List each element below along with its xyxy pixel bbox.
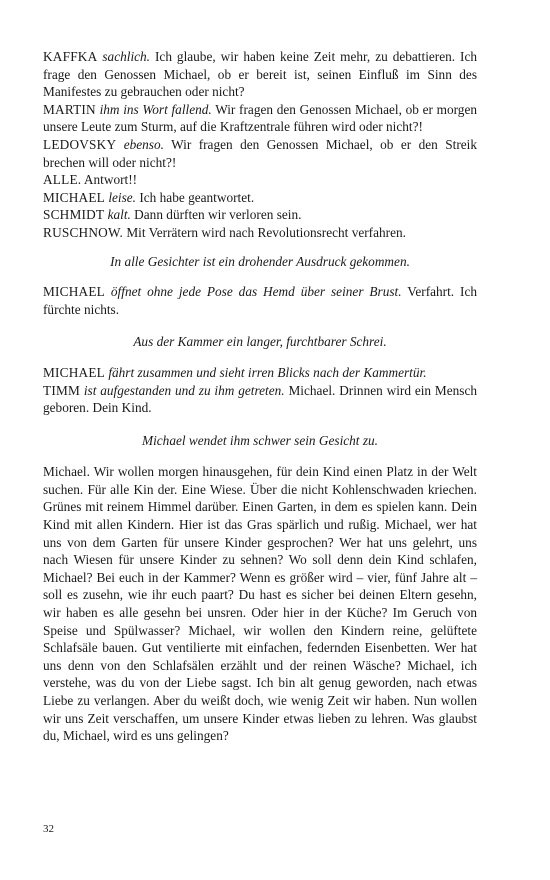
speech-michael-leise [43,189,477,207]
stage-direction-block: Michael wendet ihm schwer sein Gesicht zu. [142,432,378,448]
speech-text: Ich glaube, wir haben keine Zeit mehr, zu debattieren. Ich frage den Genossen Michael, ob er bereit ist, seinen Einfluß im Sinn des Manifestes zu gebrauchen oder nicht? [43,49,478,100]
speech-text: Antwort!! [83,172,138,188]
stage-direction: kalt. [107,207,131,223]
speech-michael-kammertuer [43,364,477,382]
speaker-name: RUSCHNOW. [43,224,123,240]
speech-schmidt [43,206,477,224]
stage-direction: öffnet ohne jede Pose das Hemd über seiner Brust. [110,284,402,300]
speech-ruschnow [43,224,477,242]
speech-text: Mit Verrätern wird nach Revolutionsrecht verfahren. [126,224,406,240]
speech-kaffka [43,48,477,101]
speaker-name: MICHAEL [43,189,105,205]
speech-text: Michael. Drinnen wird ein Mensch geboren. Dein Kind. [43,382,478,416]
stage-direction: ebenso. [123,136,164,152]
stage-direction: fährt zusammen und sieht irren Blicks nach der Kammertür. [108,364,427,380]
speaker-name: ALLE. [43,172,82,188]
speaker-name: LEDOVSKY [43,136,117,152]
stage-direction: ihm ins Wort fallend. [99,101,212,117]
speech-text: Michael. Wir wollen morgen hinausgehen, für dein Kind einen Platz in der Welt suchen. Für alle Kin der. Eine Wiese. Über die nicht Kohlenschwaden kriechen. Grünes mit reinem Himmel darüber. Einen Garten, in dem es spielen kann. Dein Kind mit allen Kindern. Hier ist das Gras spärlich und rußig. Michael, wer hat uns von dem Garten für unsere Kinder gesprochen? Wer hat uns gelehrt, uns nach Wiesen für unsere Kinder zu sehnen? Wo soll denn dein Kind schlafen, Michael? Bei euch in der Kammer? Wenn es größer wird – vier, fünf Jahre alt – soll es zusehn, wie ihr euch paart? Du hast es sicher bei deinen Eltern gesehn, wir haben es alle gesehn bei unsren. Oder hier in der Küche? Im Geruch von Speise und Spülwasser? Michael, wir wollen den Kindern reine, gelüftete Schlafsäle bauen. Gut ventilierte mit einfachen, federnden Eisenbetten. Wer hat uns denn von den Schlafsälen erzählt und der reinen Wäsche? Michael, ich verstehe, was du von der Liebe sagst. Ich bin alt genug geworden, nach etwas Liebe zu verlangen. Aber du weißt doch, wie wenig Zeit wir haben. Nun wollen wir uns Zeit verschaffen, um unsere Kinder etwas lieben zu lehren. Was glaubst du, Michael, wird es uns gelingen? [43,464,477,744]
speaker-name: TIMM [43,382,80,398]
document-page [43,48,477,745]
speech-text: Dann dürften wir verloren sein. [134,207,302,223]
stage-direction: sachlich. [102,49,151,64]
stage-direction-block: Aus der Kammer ein langer, furchtbarer Schrei. [133,334,387,350]
speaker-name: SCHMIDT [43,207,105,223]
speech-text: Wir fragen den Genossen Michael, ob er den Streik brechen will oder nicht?! [43,136,477,170]
speaker-name: MICHAEL [43,284,105,300]
speech-michael-pose [43,283,477,318]
speech-timm [43,382,477,417]
stage-direction: leise. [108,189,137,205]
speaker-name: MICHAEL [43,364,105,380]
speech-text: Ich habe geantwortet. [139,189,255,205]
long-speech [43,463,477,745]
speech-text: Verfahrt. Ich fürchte nichts. [43,284,478,317]
speech-text: Wir fragen den Genossen Michael, ob er morgen unsere Leute zum Sturm, auf die Kraftzentrale führen wird oder nicht?! [43,101,477,135]
speech-alle [43,171,477,189]
speaker-name: MARTIN [43,101,96,117]
speech-ledovsky [43,136,477,171]
stage-direction: ist aufgestanden und zu ihm getreten. [83,382,285,398]
page-number: 32 [43,823,54,835]
speech-martin [43,101,477,136]
stage-direction-block: In alle Gesichter ist ein drohender Ausdruck gekommen. [110,253,410,269]
speaker-name: KAFFKA [43,49,98,64]
